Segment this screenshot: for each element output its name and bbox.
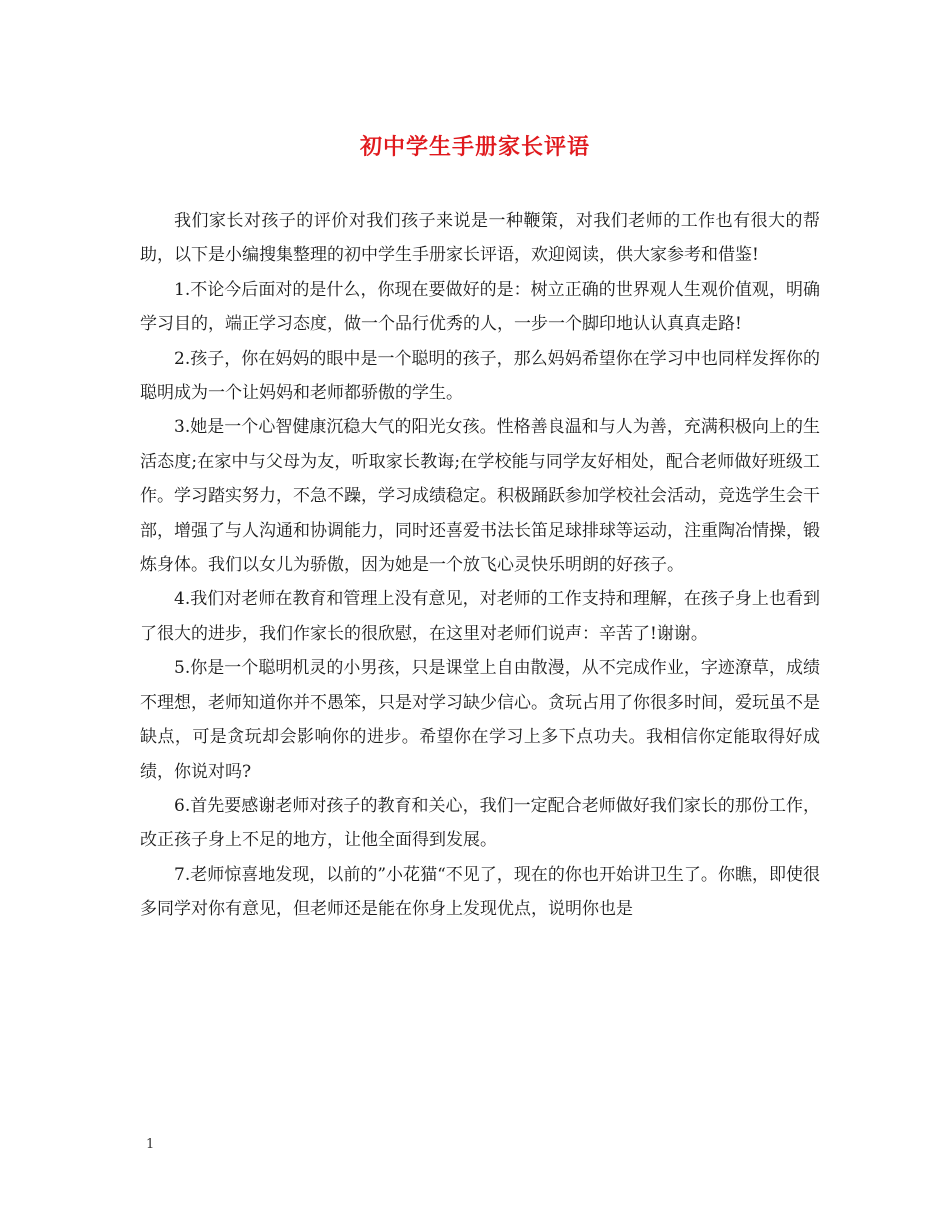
document-body — [140, 204, 820, 927]
comment-paragraph-4: 4.我们对老师在教育和管理上没有意见，对老师的工作支持和理解，在孩子身上也看到了很大的进步，我们作家长的很欣慰，在这里对老师们说声：辛苦了!谢谢。 — [140, 589, 820, 644]
comment-paragraph-5: 5.你是一个聪明机灵的小男孩，只是课堂上自由散漫，从不完成作业，字迹潦草，成绩不理想，老师知道你并不愚笨，只是对学习缺少信心。贪玩占用了你很多时间，爱玩虽不是缺点，可是贪玩却会影响你的进步。希望你在学习上多下点功夫。我相信你定能取得好成绩，你说对吗? — [140, 658, 820, 782]
intro-paragraph: 我们家长对孩子的评价对我们孩子来说是一种鞭策，对我们老师的工作也有很大的帮助，以下是小编搜集整理的初中学生手册家长评语，欢迎阅读，供大家参考和借鉴! — [140, 211, 820, 266]
comment-paragraph-6: 6.首先要感谢老师对孩子的教育和关心，我们一定配合老师做好我们家长的那份工作，改正孩子身上不足的地方，让他全面得到发展。 — [140, 795, 820, 851]
comment-paragraph-3: 3.她是一个心智健康沉稳大气的阳光女孩。性格善良温和与人为善，充满积极向上的生活态度;在家中与父母为友，听取家长教诲;在学校能与同学友好相处，配合老师做好班级工作。学习踏实努力，不急不躁，学习成绩稳定。积极踊跃参加学校社会活动，竞选学生会干部，增强了与人沟通和协调能力，同时还喜爱书法长笛足球排球等运动，注重陶冶情操，锻炼身体。我们以女儿为骄傲，因为她是一个放飞心灵快乐明朗的好孩子。 — [140, 417, 820, 576]
comment-paragraph-1: 1.不论今后面对的是什么，你现在要做好的是：树立正确的世界观人生观价值观，明确学习目的，端正学习态度，做一个品行优秀的人，一步一个脚印地认认真真走路! — [140, 279, 820, 335]
page-title: 初中学生手册家长评语 — [359, 134, 590, 160]
comment-paragraph-2: 2.孩子，你在妈妈的眼中是一个聪明的孩子，那么妈妈希望你在学习中也同样发挥你的聪明成为一个让妈妈和老师都骄傲的学生。 — [140, 348, 820, 404]
comment-paragraph-7: 7.老师惊喜地发现，以前的”小花猫“不见了，现在的你也开始讲卫生了。你瞧，即使很多同学对你有意见，但老师还是能在你身上发现优点，说明你也是 — [140, 864, 820, 920]
page-number: 1 — [146, 1137, 155, 1152]
